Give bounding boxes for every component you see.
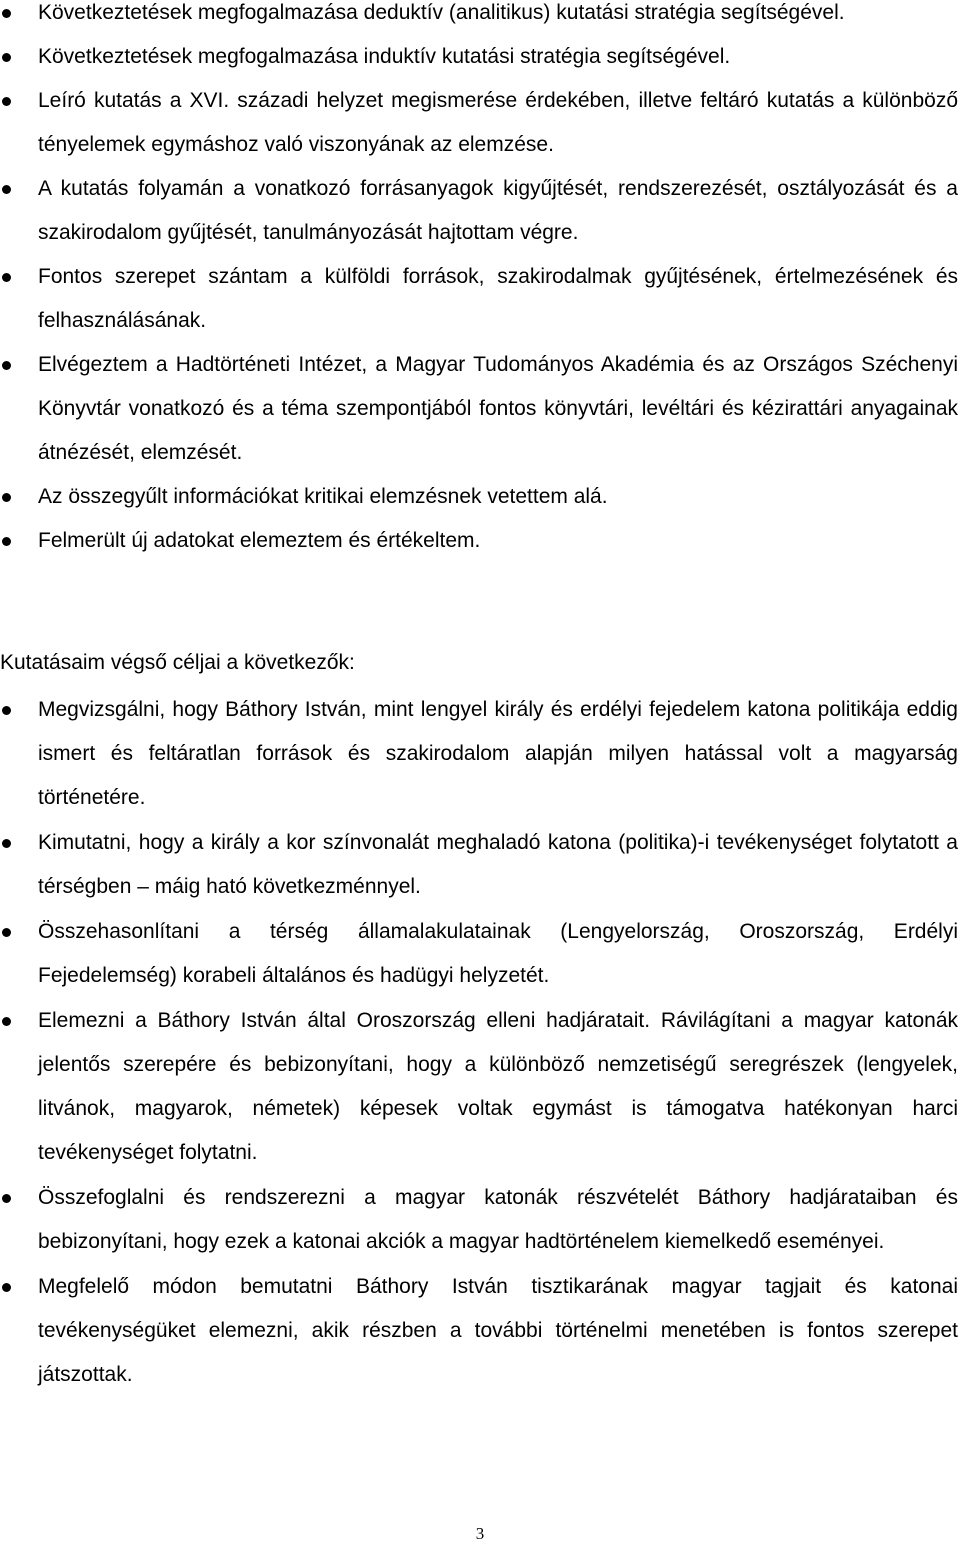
list-item: Az összegyűlt információkat kritikai elemzésnek vetettem alá. bbox=[0, 475, 958, 519]
list-item: Megvizsgálni, hogy Báthory István, mint lengyel király és erdélyi fejedelem katona politikája eddig ismert és feltáratlan források és szakirodalom alapján milyen hatással volt a magyarság történetére. bbox=[0, 688, 958, 820]
goals-heading: Kutatásaim végső céljai a következők: bbox=[0, 651, 355, 674]
goals-bullet-list bbox=[0, 688, 958, 1398]
methods-bullet-list bbox=[0, 0, 958, 563]
list-item: Elvégeztem a Hadtörténeti Intézet, a Magyar Tudományos Akadémia és az Országos Széchenyi Könyvtár vonatkozó és a téma szempontjából fontos könyvtári, levéltári és kézirattári anyagainak átnézését, elemzését. bbox=[0, 343, 958, 475]
list-item: Összefoglalni és rendszerezni a magyar katonák részvételét Báthory hadjárataiban és bebizonyítani, hogy ezek a katonai akciók a magyar hadtörténelem kiemelkedő eseményei. bbox=[0, 1176, 958, 1264]
list-item: Elemezni a Báthory István által Oroszország elleni hadjáratait. Rávilágítani a magyar katonák jelentős szerepére és bebizonyítani, hogy a különböző nemzetiségű seregrészek (lengyelek, litvánok, magyarok, németek) képesek voltak egymást is támogatva hatékonyan harci tevékenységet folytatni. bbox=[0, 999, 958, 1175]
list-item: A kutatás folyamán a vonatkozó forrásanyagok kigyűjtését, rendszerezését, osztályozását és a szakirodalom gyűjtését, tanulmányozását hajtottam végre. bbox=[0, 167, 958, 255]
list-item: Következtetések megfogalmazása induktív kutatási stratégia segítségével. bbox=[0, 35, 958, 79]
list-item: Felmerült új adatokat elemeztem és értékeltem. bbox=[0, 519, 958, 563]
list-item: Fontos szerepet szántam a külföldi források, szakirodalmak gyűjtésének, értelmezésének és felhasználásának. bbox=[0, 255, 958, 343]
list-item: Összehasonlítani a térség államalakulatainak (Lengyelország, Oroszország, Erdélyi Fejedelemség) korabeli általános és hadügyi helyzetét. bbox=[0, 910, 958, 998]
list-item: Kimutatni, hogy a király a kor színvonalát meghaladó katona (politika)-i tevékenységet folytatott a térségben – máig ható következménnyel. bbox=[0, 821, 958, 909]
page-number: 3 bbox=[475, 1524, 485, 1543]
list-item: Megfelelő módon bemutatni Báthory István tisztikarának magyar tagjait és katonai tevékenységüket elemezni, akik részben a további történelmi menetében is fontos szerepet játszottak. bbox=[0, 1265, 958, 1397]
list-item: Leíró kutatás a XVI. századi helyzet megismerése érdekében, illetve feltáró kutatás a különböző tényelemek egymáshoz való viszonyának az elemzése. bbox=[0, 79, 958, 167]
list-item: Következtetések megfogalmazása deduktív (analitikus) kutatási stratégia segítségével. bbox=[0, 0, 958, 35]
